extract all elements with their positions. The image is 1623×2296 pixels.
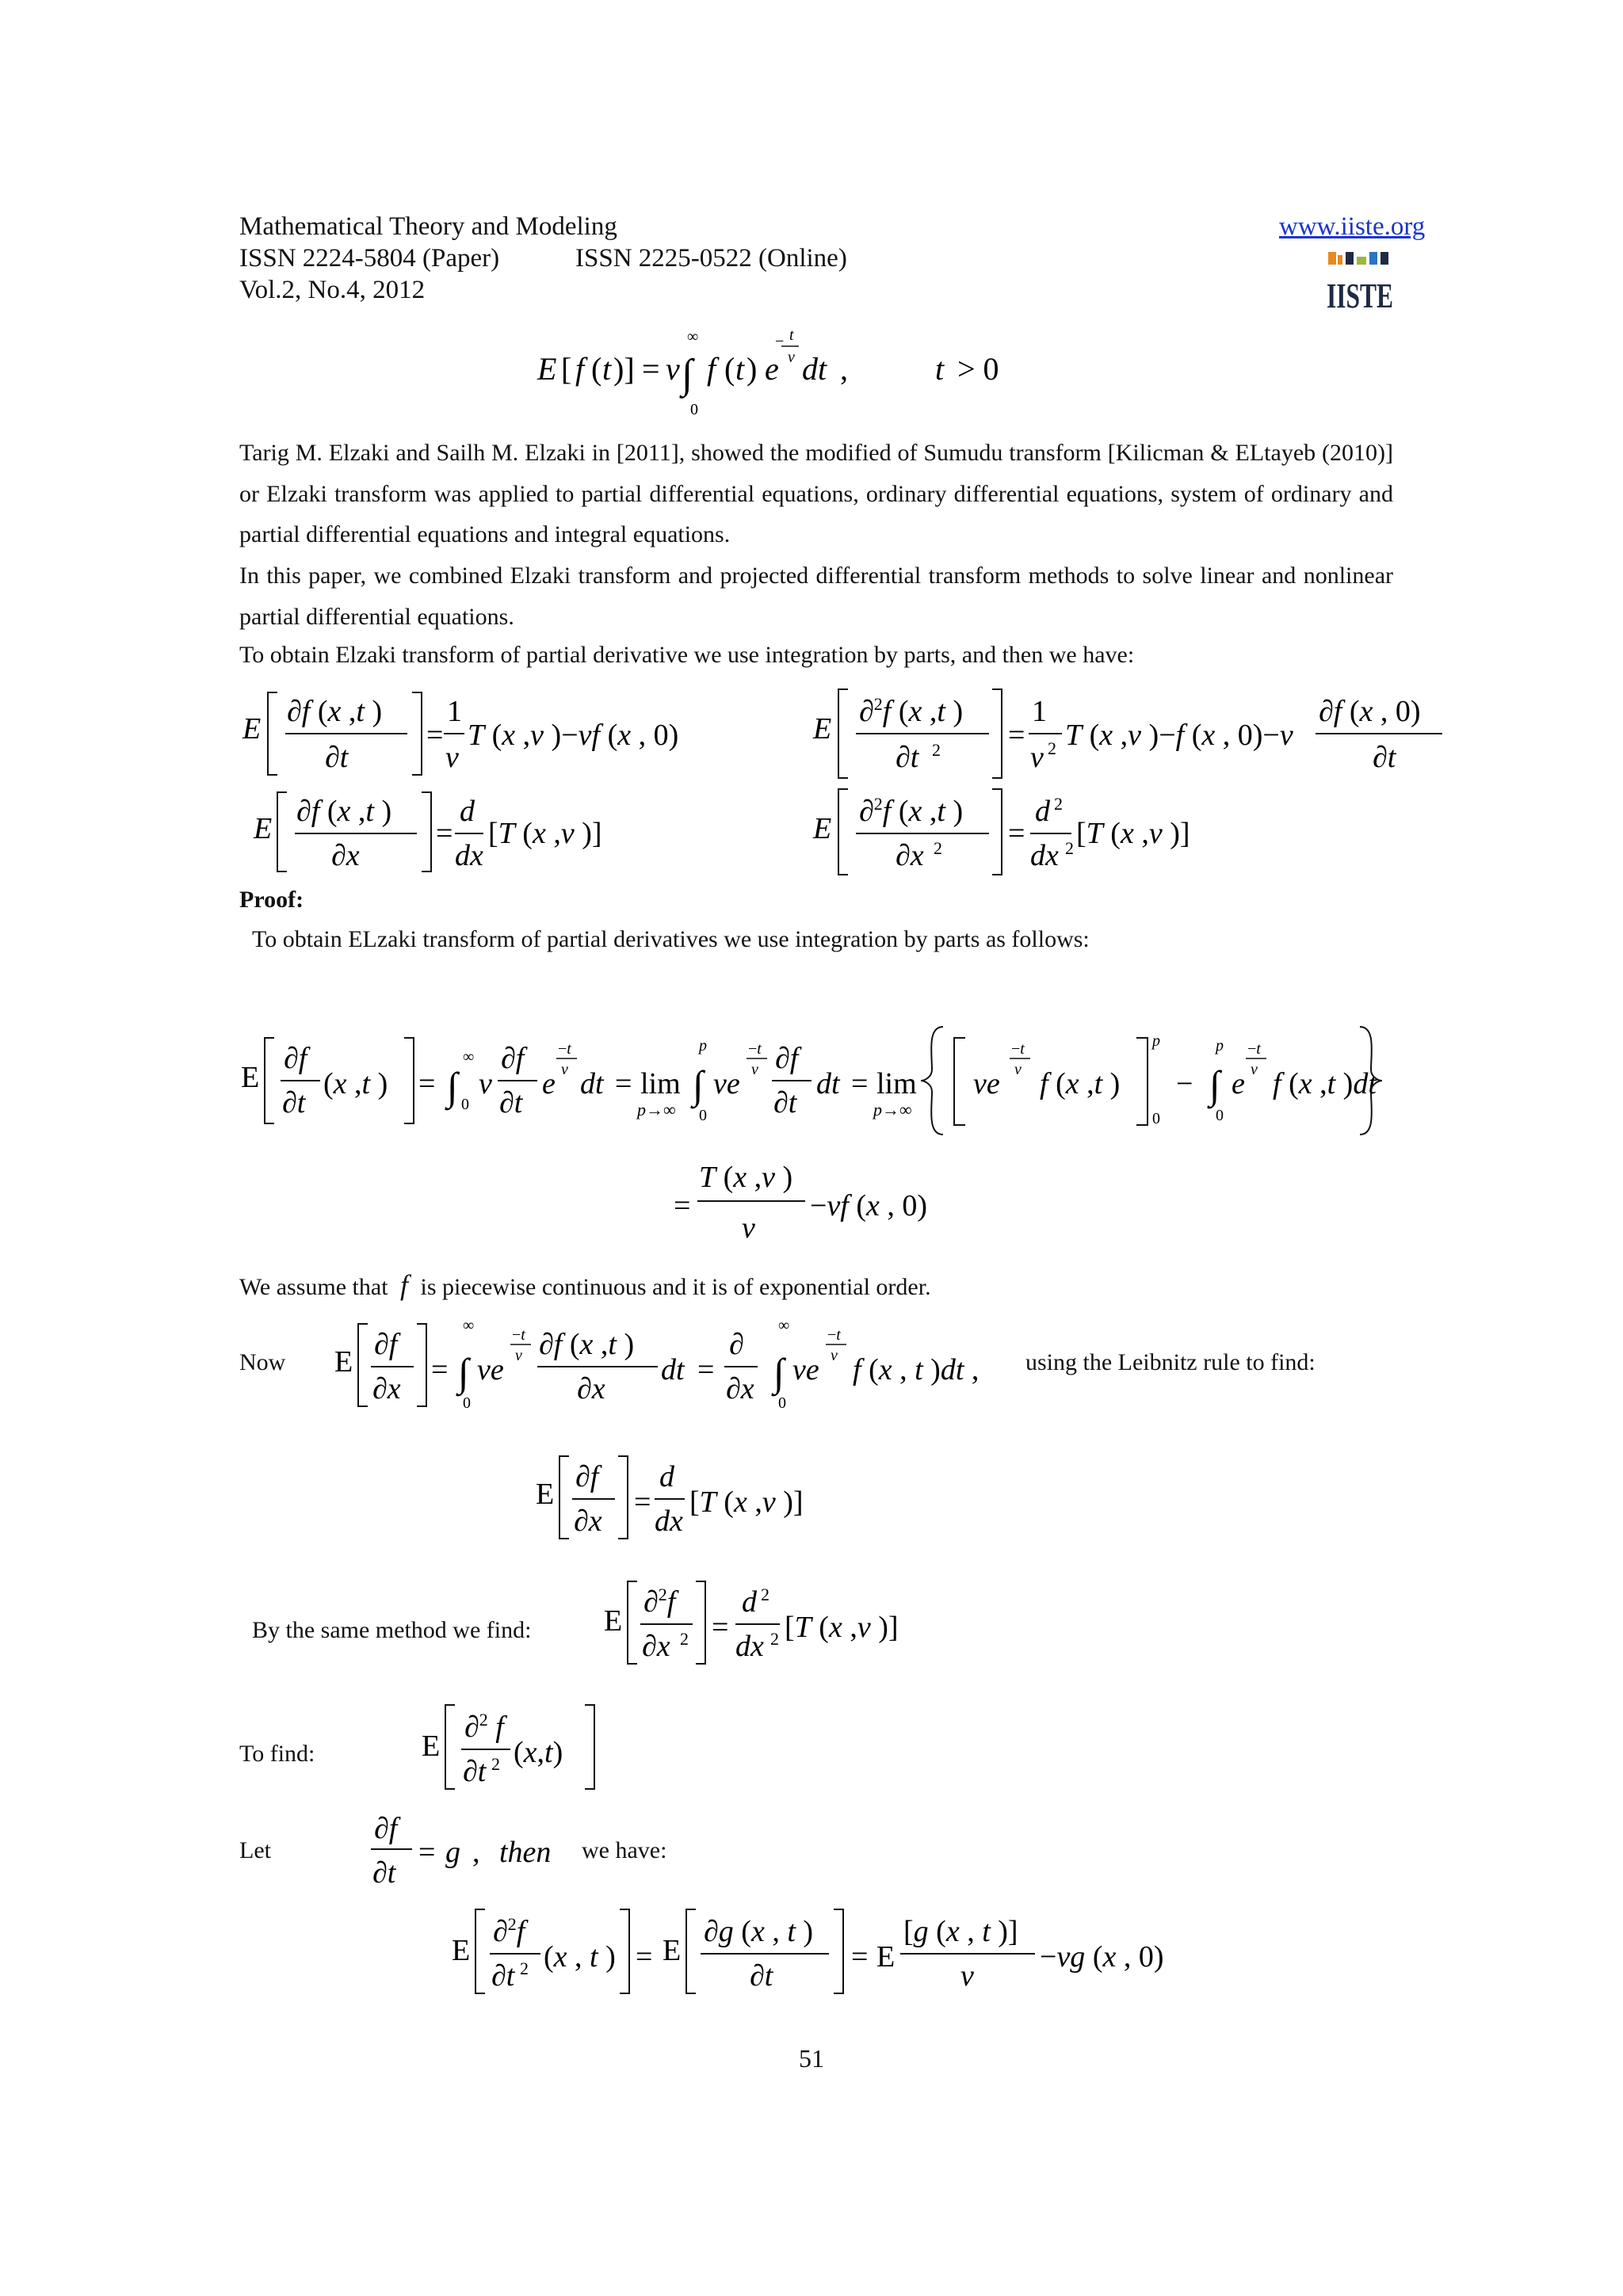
svg-text:∂f: ∂f [374,1328,398,1361]
svg-text:E: E [813,712,832,746]
svg-text:v: v [1030,741,1044,774]
svg-text:v: v [445,741,459,774]
volume-info: Vol.2, No.4, 2012 [239,276,426,304]
svg-text:e: e [765,351,779,387]
svg-text:∂x: ∂x [574,1505,602,1538]
svg-text:E: E [604,1604,623,1638]
svg-text:−t: −t [558,1040,571,1058]
final-equation [449,1894,1193,2004]
svg-text:=: = [712,1611,729,1644]
svg-text:∂t: ∂t [896,741,919,774]
svg-text:−t: −t [512,1326,525,1344]
svg-text:): ) [747,351,758,387]
svg-text:T (x ,v )−f (x , 0)−v: T (x ,v )−f (x , 0)−v [1065,719,1293,752]
proof-label: Proof: [239,887,304,913]
svg-text:f (x , t )dt ,: f (x , t )dt , [853,1353,980,1386]
svg-text:2: 2 [491,1754,500,1774]
same-method-label: By the same method we find: [252,1617,532,1643]
svg-text:∂g (x , t ): ∂g (x , t ) [704,1915,814,1948]
svg-text:E: E [422,1730,441,1763]
svg-text:E: E [242,712,262,746]
svg-text:(: ( [724,351,735,387]
proof-intro: To obtain ELzaki transform of partial derivatives we use integration by parts as follows: [252,926,1090,952]
dx-result-equation [533,1444,865,1547]
svg-text:ve: ve [792,1353,819,1386]
svg-text:0: 0 [1152,1110,1160,1127]
now-label: Now [239,1349,286,1375]
svg-text:∂t: ∂t [372,1856,396,1890]
svg-text:2: 2 [1054,794,1063,814]
svg-text:∞: ∞ [687,328,699,345]
dx2-result-equation [601,1569,965,1672]
svg-text:1: 1 [447,695,462,728]
svg-text:dx: dx [1030,839,1059,872]
svg-text:f (x ,t ): f (x ,t ) [1040,1067,1121,1100]
svg-text:∂f: ∂f [575,1460,599,1493]
journal-title: Mathematical Theory and Modeling [239,212,617,241]
svg-text:∂2f: ∂$^2$f [643,1585,676,1619]
svg-text:f: f [707,351,716,387]
svg-text:∫: ∫ [682,352,693,397]
to-find-label: To find: [239,1741,315,1767]
svg-text:∫: ∫ [773,1350,785,1394]
svg-text:t: t [602,351,612,387]
svg-text:∂t: ∂t [750,1959,773,1993]
svg-text:e: e [542,1067,556,1100]
svg-text:−t: −t [1247,1040,1261,1058]
assumption-text-start: We assume that [239,1274,388,1300]
svg-text:∂f: ∂f [501,1042,525,1075]
svg-text:=: = [851,1940,869,1974]
parts-paragraph: To obtain Elzaki transform of partial derivative we use integration by parts, and then we have: [239,642,1135,668]
to-find-expression [418,1692,609,1795]
svg-text:E: E [537,351,557,387]
combined-paragraph: In this paper, we combined Elzaki transform and projected differential transform methods to solve linear and nonlinear partial differential equations. [239,563,1393,630]
svg-text:0: 0 [778,1394,786,1412]
svg-text:∂f (x ,t ): ∂f (x ,t ) [296,795,392,828]
svg-text:(x ,t ): (x ,t ) [323,1067,388,1100]
svg-text:(: ( [591,351,602,387]
issn-paper: ISSN 2224-5804 (Paper) [239,244,500,273]
svg-text:dt: dt [802,351,827,387]
svg-text:v: v [788,349,795,366]
svg-text:2: 2 [770,1629,779,1649]
svg-text:=: = [851,1067,869,1100]
svg-text:v: v [479,1067,492,1100]
svg-text:v: v [1251,1061,1258,1078]
svg-text:∫: ∫ [458,1350,469,1394]
svg-text:2: 2 [1048,738,1056,758]
svg-text:[T (x ,v )]: [T (x ,v )] [785,1611,899,1644]
svg-text:∂x: ∂x [331,839,360,872]
svg-text:∂x: ∂x [642,1630,670,1663]
svg-text:=: = [634,1486,651,1519]
svg-text:t: t [935,351,945,387]
svg-text:1: 1 [1032,695,1047,728]
svg-text:p→∞: p→∞ [637,1100,676,1119]
svg-text:=: = [431,1353,449,1386]
svg-text:2: 2 [761,1585,769,1604]
now-equation [330,1311,1027,1414]
svg-text:d: d [659,1460,674,1493]
svg-text:∂t: ∂t [325,741,349,774]
svg-text:∂t: ∂t [773,1086,797,1119]
svg-text:[T (x ,v )]: [T (x ,v )] [1076,817,1190,850]
svg-text:v: v [666,351,680,387]
svg-text:∂f: ∂f [775,1042,799,1075]
svg-text:E: E [663,1934,682,1967]
svg-text:∫: ∫ [693,1062,704,1107]
svg-text:∂f (x ,t ): ∂f (x ,t ) [539,1328,635,1361]
svg-text:0: 0 [1216,1107,1224,1124]
assumption-f-symbol: f [400,1269,409,1301]
svg-text:lim: lim [876,1067,917,1100]
svg-text:−vf (x , 0): −vf (x , 0) [810,1189,928,1222]
svg-text:2: 2 [934,838,942,858]
svg-text:∂t: ∂t [491,1959,515,1993]
svg-text:p: p [1152,1032,1160,1050]
svg-text:=: = [436,817,453,850]
svg-text:v: v [515,1347,522,1364]
svg-text:dx: dx [735,1630,764,1663]
svg-text:−: − [1176,1067,1193,1100]
svg-text:T (x ,v )−vf (x , 0): T (x ,v )−vf (x , 0) [468,719,679,752]
svg-text:∂t: ∂t [463,1755,487,1788]
svg-text:2: 2 [520,1958,529,1978]
elzaki-definition-equation [523,321,1030,424]
svg-text:∂2f: ∂$^2$f [493,1914,525,1948]
svg-text:∂2 f: ∂$^2$ f [464,1710,504,1744]
svg-text:−: − [775,333,785,350]
svg-text:=: = [636,1940,653,1974]
we-have-label: we have: [582,1837,667,1863]
svg-text:v: v [960,1959,974,1993]
svg-text:E: E [254,812,273,845]
svg-text:[g (x , t )]: [g (x , t )] [903,1915,1018,1948]
svg-text:f (x ,t )dt: f (x ,t )dt [1273,1067,1377,1100]
svg-text:−vg (x , 0): −vg (x , 0) [1040,1940,1164,1974]
svg-text:)]: )] [613,351,635,387]
svg-text:ve: ve [973,1067,1000,1100]
svg-text:−t: −t [1011,1040,1025,1058]
logo-lettering: IISTE [1327,277,1393,315]
svg-text:g: g [445,1836,460,1869]
svg-text:=: = [418,1067,436,1100]
svg-text:(x,t): (x,t) [514,1736,563,1769]
website-link[interactable]: www.iiste.org [1279,212,1426,241]
svg-text:=: = [418,1836,436,1869]
svg-text:p: p [699,1037,707,1055]
svg-text:∂f (x , 0): ∂f (x , 0) [1319,695,1421,728]
svg-text:∂t: ∂t [1373,741,1396,774]
svg-text:v: v [742,1211,755,1245]
leibniz-text: using the Leibnitz rule to find: [1025,1349,1316,1375]
svg-text:∫: ∫ [447,1064,458,1108]
svg-text:dt: dt [661,1353,685,1386]
svg-text:v: v [1014,1061,1022,1078]
svg-text:d: d [742,1585,757,1619]
svg-text:(x , t ): (x , t ) [544,1940,616,1974]
assumption-line [239,1269,931,1303]
svg-text:,: , [472,1836,480,1869]
svg-text:E: E [452,1934,471,1967]
svg-text:0: 0 [690,401,698,418]
svg-text:T (x ,v ): T (x ,v ) [699,1161,793,1194]
svg-text:∞: ∞ [463,1048,475,1066]
svg-text:dx: dx [655,1505,683,1538]
svg-text:dt: dt [580,1067,604,1100]
svg-text:2: 2 [680,1629,689,1649]
svg-text:∞: ∞ [463,1317,475,1334]
svg-text:p→∞: p→∞ [873,1100,912,1119]
svg-text:t: t [735,351,745,387]
svg-text:dt: dt [816,1067,840,1100]
svg-text:−t: −t [827,1326,841,1344]
svg-text:v: v [831,1347,838,1364]
intro-paragraph: Tarig M. Elzaki and Sailh M. Elzaki in [2011], showed the modified of Sumudu transform [Kilicman & ELtayeb (2010)] or Elzaki transform was applied to partial differential equations, ordinary differential equations, system of ordinary and partial differential equations and integral equations. [239,440,1393,547]
svg-text:∂2f (x ,t ): ∂$^2$f (x ,t ) [859,694,964,728]
svg-text:∂f: ∂f [284,1042,307,1075]
svg-text:2: 2 [1065,838,1074,858]
svg-text:dx: dx [455,839,483,872]
svg-text:∂f: ∂f [374,1812,398,1845]
svg-text:∂: ∂ [729,1328,744,1361]
svg-text:=: = [615,1067,632,1100]
let-equation [369,1806,575,1894]
svg-text:∂x: ∂x [896,839,924,872]
svg-text:∂f (x ,t ): ∂f (x ,t ) [287,695,383,728]
svg-text:∂x: ∂x [577,1372,605,1405]
svg-text:t: t [789,326,794,344]
svg-text:=: = [642,351,660,387]
svg-text:,: , [840,351,848,387]
svg-text:=: = [1008,817,1025,850]
svg-text:∂t: ∂t [282,1086,306,1119]
svg-text:ve: ve [713,1067,740,1100]
svg-text:E: E [241,1061,260,1094]
iiste-logo [1325,250,1396,314]
svg-text:E: E [813,812,832,845]
svg-text:=: = [1008,719,1025,752]
svg-text:ve: ve [477,1353,504,1386]
svg-text:=: = [674,1189,691,1222]
svg-text:> 0: > 0 [957,351,999,387]
svg-text:0: 0 [699,1107,707,1124]
transform-identities [238,681,1474,887]
svg-text:d: d [1035,795,1050,828]
svg-text:[T (x ,v )]: [T (x ,v )] [488,817,602,850]
svg-text:2: 2 [932,740,941,760]
svg-text:e: e [1232,1067,1245,1100]
svg-text:p: p [1216,1037,1224,1055]
svg-text:0: 0 [461,1096,469,1113]
svg-text:0: 0 [463,1394,471,1412]
svg-text:v: v [751,1061,758,1078]
svg-text:∂x: ∂x [726,1372,754,1405]
svg-text:∞: ∞ [778,1317,790,1334]
svg-text:∂t: ∂t [499,1086,523,1119]
proof-derivation [238,1022,1395,1252]
issn-online: ISSN 2225-0522 (Online) [575,244,847,273]
svg-text:f: f [575,351,585,387]
svg-text:lim: lim [640,1067,681,1100]
svg-text:[: [ [561,351,572,387]
then-word: then [499,1836,552,1869]
svg-text:E: E [876,1940,896,1974]
assumption-text-end: is piecewise continuous and it is of exponential order. [420,1274,931,1300]
svg-text:∫: ∫ [1209,1062,1220,1107]
svg-text:[T (x ,v )]: [T (x ,v )] [689,1486,804,1519]
svg-text:d: d [460,795,475,828]
svg-text:∂x: ∂x [372,1372,401,1405]
svg-text:=: = [697,1353,715,1386]
svg-text:v: v [561,1061,568,1078]
svg-text:E: E [334,1345,353,1379]
page-number: 51 [799,2044,824,2073]
let-label: Let [239,1837,271,1863]
svg-text:−t: −t [748,1040,762,1058]
svg-text:∂2f (x ,t ): ∂$^2$f (x ,t ) [859,794,964,828]
svg-text:E: E [536,1478,555,1511]
svg-text:=: = [426,719,444,752]
